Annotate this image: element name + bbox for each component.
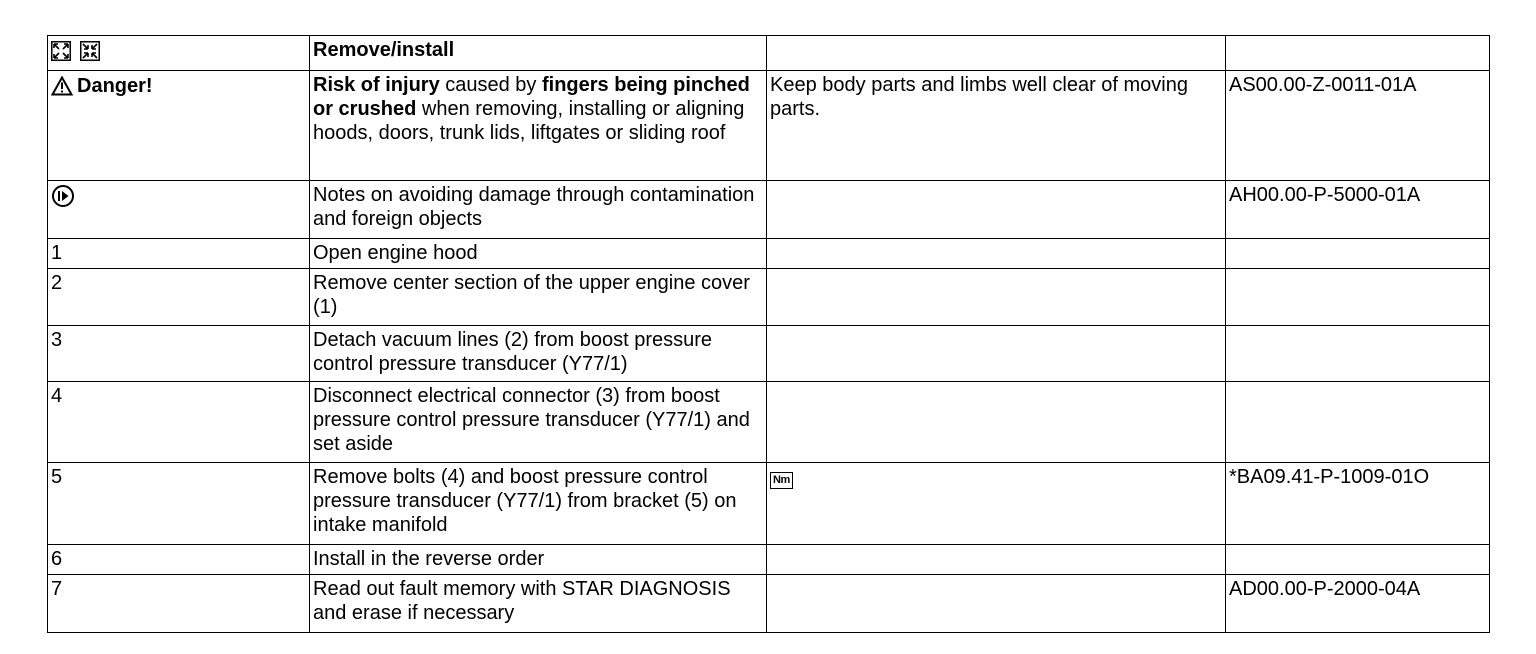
step-ref (1226, 239, 1490, 269)
step-ref (1226, 326, 1490, 382)
step-row (48, 545, 1490, 575)
step-number: 7 (48, 575, 310, 633)
step-extra (767, 326, 1226, 382)
warning-triangle-icon (51, 76, 73, 96)
step-text: Open engine hood (310, 239, 767, 269)
step-ref-link[interactable]: *BA09.41-P-1009-01O (1226, 463, 1490, 545)
step-row (48, 326, 1490, 382)
note-row (48, 181, 1490, 239)
step-text: Detach vacuum lines (2) from boost pressure control pressure transducer (Y77/1) (310, 326, 767, 382)
danger-label: Danger! (77, 74, 153, 97)
step-number: 3 (48, 326, 310, 382)
note-icon-cell (48, 181, 310, 239)
danger-label-cell (48, 71, 310, 181)
header-empty-3 (767, 36, 1226, 71)
step-row (48, 269, 1490, 326)
danger-row (48, 71, 1490, 181)
remove-icon (51, 41, 71, 61)
note-ref-link[interactable]: AH00.00-P-5000-01A (1226, 181, 1490, 239)
step-extra (767, 575, 1226, 633)
step-number: 5 (48, 463, 310, 545)
step-number: 6 (48, 545, 310, 575)
danger-ref-link[interactable]: AS00.00-Z-0011-01A (1226, 71, 1490, 181)
step-ref-link[interactable]: AD00.00-P-2000-04A (1226, 575, 1490, 633)
note-circle-arrow-icon (51, 184, 75, 208)
note-empty (767, 181, 1226, 239)
step-number: 1 (48, 239, 310, 269)
procedure-table (47, 35, 1490, 633)
step-extra (767, 269, 1226, 326)
step-row (48, 239, 1490, 269)
step-ref (1226, 382, 1490, 463)
step-text: Disconnect electrical connector (3) from boost pressure control pressure transducer (Y77/1) and set aside (310, 382, 767, 463)
risk-bold: Risk of injury (313, 74, 440, 96)
step-extra (767, 463, 1226, 545)
header-icons-cell (48, 36, 310, 71)
step-extra (767, 545, 1226, 575)
note-text: Notes on avoiding damage through contamination and foreign objects (310, 181, 767, 239)
step-ref (1226, 269, 1490, 326)
header-empty-4 (1226, 36, 1490, 71)
step-row (48, 575, 1490, 633)
step-row (48, 382, 1490, 463)
step-ref (1226, 545, 1490, 575)
step-number: 4 (48, 382, 310, 463)
install-icon (80, 41, 100, 61)
step-number: 2 (48, 269, 310, 326)
step-extra (767, 239, 1226, 269)
danger-measure: Keep body parts and limbs well clear of moving parts. (767, 71, 1226, 181)
danger-description (310, 71, 767, 181)
torque-nm-icon[interactable]: Nm (770, 472, 793, 489)
step-extra (767, 382, 1226, 463)
step-text: Remove center section of the upper engine cover (1) (310, 269, 767, 326)
step-text: Install in the reverse order (310, 545, 767, 575)
step-row (48, 463, 1490, 545)
step-text: Read out fault memory with STAR DIAGNOSIS and erase if necessary (310, 575, 767, 633)
risk-rest: when removing, installing or aligning hoods, doors, trunk lids, liftgates or sliding roof (313, 98, 745, 144)
risk-bold-2: fingers being pinched or crushed (313, 74, 750, 120)
risk-mid: caused by (439, 74, 542, 96)
header-row (48, 36, 1490, 71)
step-text: Remove bolts (4) and boost pressure control pressure transducer (Y77/1) from bracket (5) on intake manifold (310, 463, 767, 545)
header-title: Remove/install (310, 36, 767, 71)
